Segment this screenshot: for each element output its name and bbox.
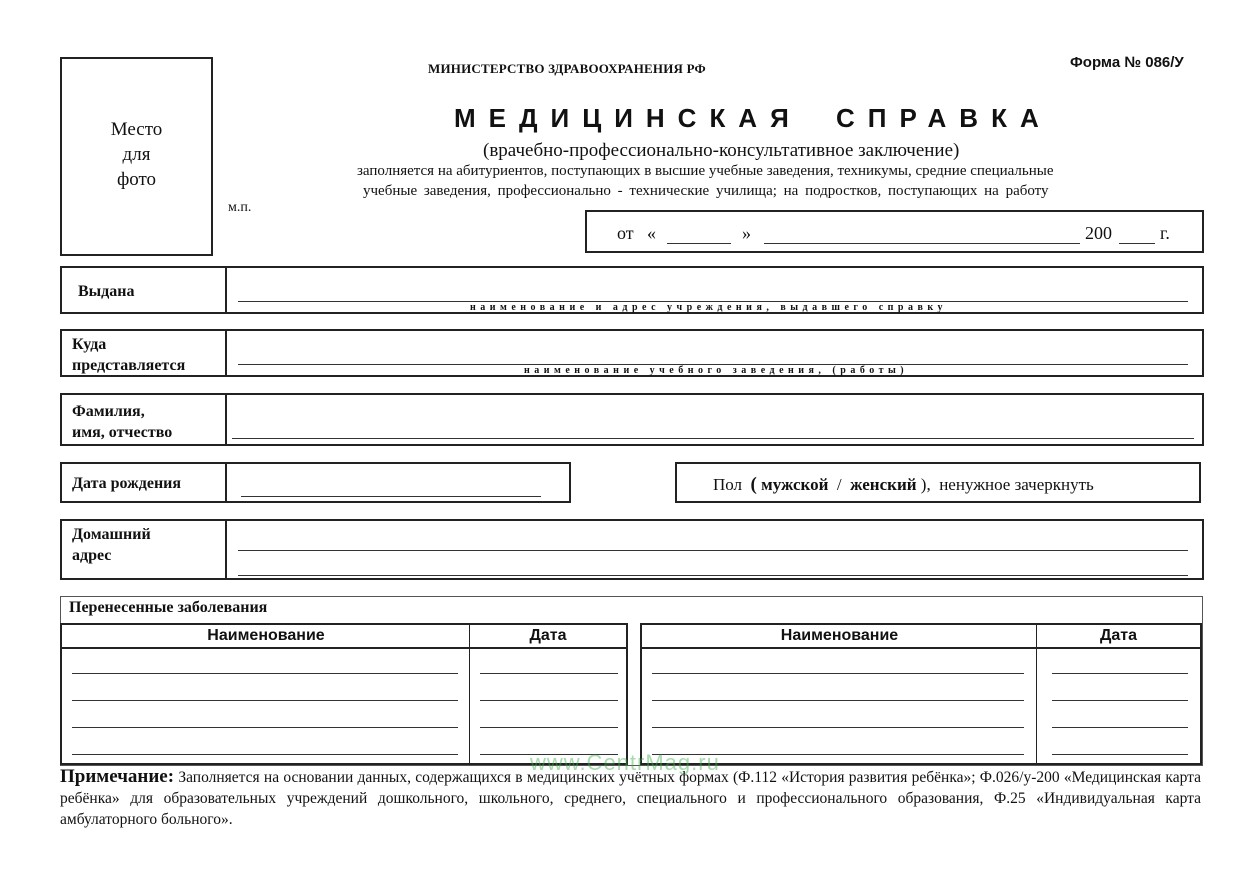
- column-header-date: Дата: [470, 625, 626, 649]
- birth-date-label: Дата рождения: [72, 475, 182, 492]
- sex-box: [675, 462, 1201, 503]
- diseases-table-right: [640, 623, 1202, 765]
- disease-name-line[interactable]: [72, 673, 458, 674]
- disease-date-line[interactable]: [480, 727, 618, 728]
- note-text: Заполняется на основании данных, содержащихся в медицинских учётных формах (Ф.112 «История развития ребёнка»; Ф.026/у-200 «Медицинская карта ребёнка» для образовательных учреждений дошкольного, школьного, среднего, специального и профессионального образования, Ф.25 «Индивидуальная карта амбулаторного больного».: [60, 769, 1201, 828]
- birth-date-input-line[interactable]: [241, 496, 541, 497]
- form-number: Форма № 086/У: [1070, 54, 1184, 71]
- stamp-label: м.п.: [228, 200, 252, 215]
- disease-name-line[interactable]: [652, 673, 1024, 674]
- full-name-input-line[interactable]: [232, 438, 1194, 439]
- column-header-name: Наименование: [642, 625, 1037, 649]
- column-header-name: Наименование: [62, 625, 470, 649]
- issued-by-field[interactable]: [225, 266, 1204, 314]
- disease-date-line[interactable]: [480, 673, 618, 674]
- birth-date-label-cell: [60, 462, 227, 503]
- sex-row: [713, 474, 1094, 496]
- home-address-label-line1: Домашний: [72, 526, 151, 543]
- disease-date-line[interactable]: [1052, 754, 1188, 755]
- birth-date-field[interactable]: [225, 462, 571, 503]
- full-name-label-line1: Фамилия,: [72, 403, 145, 420]
- issued-by-caption: наименование и адрес учреждения, выдавшего справку: [470, 302, 947, 313]
- description-line-1: заполняется на абитуриентов, поступающих в высшие учебные заведения, техникумы, средние специальные: [357, 163, 1054, 179]
- watermark: www.CentrMag.ru: [530, 750, 720, 775]
- home-address-input-line-1[interactable]: [238, 550, 1188, 551]
- destination-caption: наименование учебного заведения, (работы): [524, 365, 909, 376]
- home-address-input-line-2[interactable]: [238, 575, 1188, 576]
- date-open-quote: «: [647, 223, 656, 243]
- photo-label-line1: Место: [110, 119, 163, 140]
- date-close-quote: »: [742, 223, 751, 243]
- photo-label-line3: фото: [116, 169, 157, 190]
- photo-placeholder: [60, 57, 213, 256]
- home-address-label-cell: [60, 519, 227, 580]
- note: [60, 766, 1201, 830]
- destination-label-cell: [60, 329, 227, 377]
- document-title: МЕДИЦИНСКАЯ СПРАВКА: [454, 103, 1052, 133]
- home-address-field[interactable]: [225, 519, 1204, 580]
- disease-name-line[interactable]: [652, 727, 1024, 728]
- year-input-line[interactable]: [1119, 243, 1155, 244]
- home-address-label-line2: адрес: [72, 547, 112, 564]
- disease-name-line[interactable]: [652, 700, 1024, 701]
- photo-label-line2: для: [122, 144, 151, 165]
- issued-by-label-cell: [60, 266, 227, 314]
- issued-by-label: Выдана: [78, 283, 135, 300]
- date-prefix: от: [617, 223, 634, 243]
- disease-date-line[interactable]: [480, 700, 618, 701]
- diseases-section: [60, 596, 1203, 766]
- column-divider: [1036, 625, 1037, 763]
- disease-name-line[interactable]: [72, 700, 458, 701]
- full-name-label-cell: [60, 393, 227, 446]
- full-name-label-line2: имя, отчество: [72, 424, 173, 441]
- destination-field[interactable]: [225, 329, 1204, 377]
- sex-close-paren: ),: [920, 475, 931, 494]
- full-name-field[interactable]: [225, 393, 1204, 446]
- sex-option-male[interactable]: мужской: [761, 475, 829, 494]
- column-header-date: Дата: [1037, 625, 1200, 649]
- issue-date-box: [585, 210, 1204, 253]
- sex-separator: /: [836, 475, 842, 494]
- sex-option-female[interactable]: женский: [850, 475, 917, 494]
- sex-hint: ненужное зачеркнуть: [939, 475, 1094, 494]
- sex-open-paren: (: [750, 474, 757, 495]
- note-label: Примечание:: [60, 766, 175, 787]
- sex-label: Пол: [713, 475, 743, 494]
- document-subtitle: (врачебно-профессионально-консультативное заключение): [483, 140, 960, 161]
- diseases-table-left: [60, 623, 628, 765]
- disease-date-line[interactable]: [1052, 673, 1188, 674]
- description-line-2: учебные заведения, профессионально - технические училища; на подростков, поступающих на работу: [363, 183, 1049, 199]
- year-suffix: г.: [1160, 223, 1170, 243]
- diseases-title: Перенесенные заболевания: [69, 599, 268, 616]
- destination-label-line1: Куда: [72, 336, 107, 353]
- disease-date-line[interactable]: [1052, 700, 1188, 701]
- day-input-line[interactable]: [667, 243, 731, 244]
- disease-name-line[interactable]: [72, 754, 458, 755]
- destination-label-line2: представляется: [72, 357, 186, 374]
- disease-date-line[interactable]: [1052, 727, 1188, 728]
- year-prefix: 200: [1085, 223, 1112, 243]
- ministry-name: МИНИСТЕРСТВО ЗДРАВООХРАНЕНИЯ РФ: [428, 61, 706, 76]
- column-divider: [469, 625, 470, 763]
- disease-name-line[interactable]: [72, 727, 458, 728]
- month-input-line[interactable]: [764, 243, 1080, 244]
